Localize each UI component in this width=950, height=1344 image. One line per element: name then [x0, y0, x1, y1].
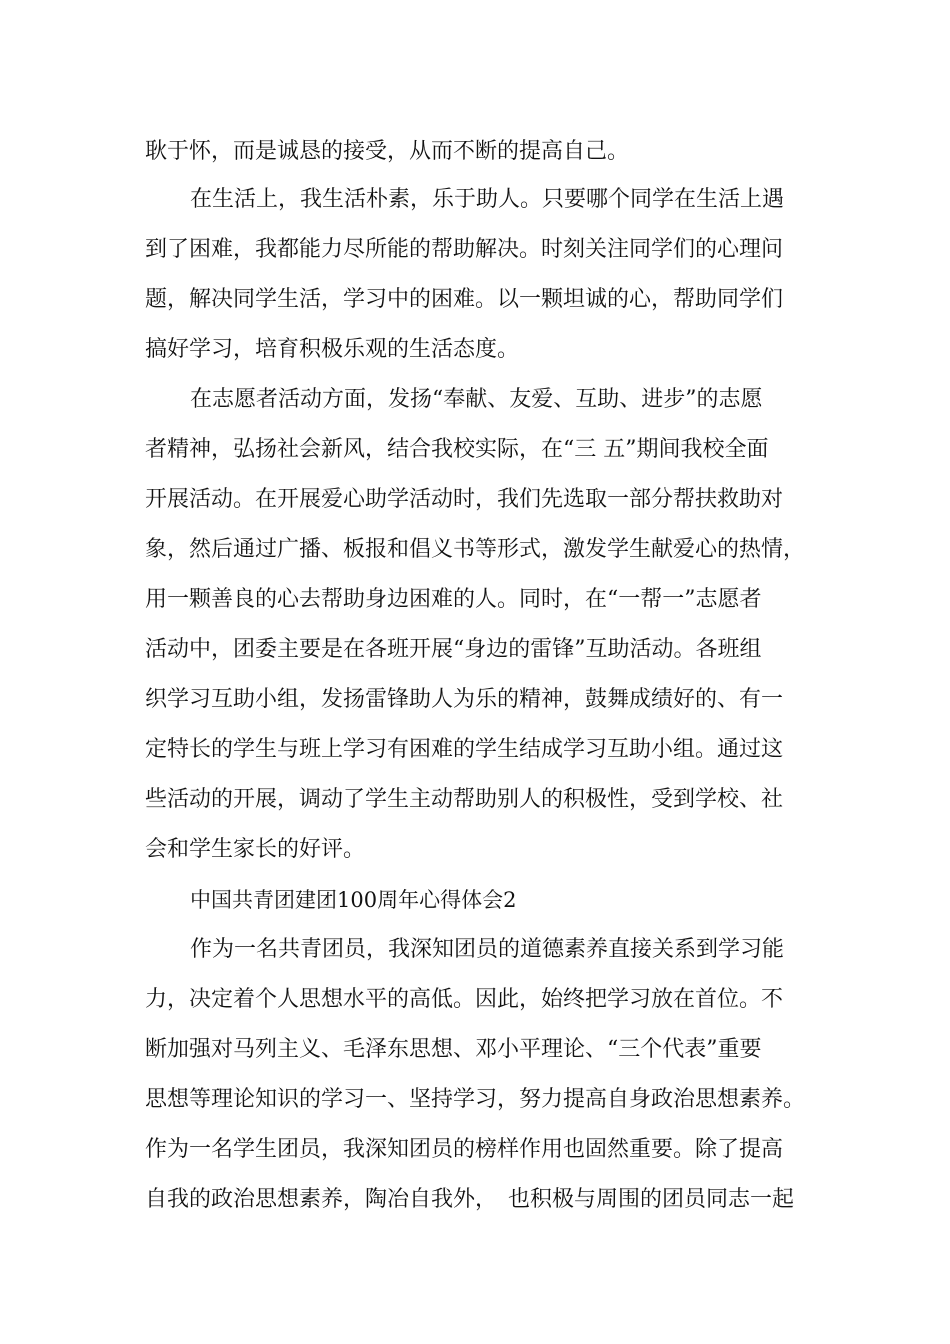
- paragraph-line: 会和学生家长的好评。: [145, 837, 366, 862]
- paragraph-line: 搞好学习，培育积极乐观的生活态度。: [145, 337, 520, 362]
- paragraph-line: 象，然后通过广播、板报和倡义书等形式，激发学生献爱心的热情，: [145, 537, 806, 562]
- paragraph-line: 活动中，团委主要是在各班开展“身边的雷锋”互助活动。各班组: [145, 637, 762, 662]
- paragraph-line: 题，解决同学生活，学习中的困难。以一颗坦诚的心，帮助同学们: [145, 287, 784, 312]
- section-heading: 中国共青团建团100周年心得体会2: [190, 888, 517, 912]
- paragraph-line: 者精神，弘扬社会新风，结合我校实际，在“三 五”期间我校全面: [145, 437, 769, 462]
- paragraph-line: 作为一名学生团员，我深知团员的榜样作用也固然重要。除了提高: [145, 1137, 784, 1162]
- paragraph-line: 开展活动。在开展爱心助学活动时，我们先选取一部分帮扶救助对: [145, 487, 784, 512]
- paragraph-line: 自我的政治思想素养，陶冶自我外， 也积极与周围的团员同志一起: [145, 1187, 795, 1212]
- paragraph-line: 到了困难，我都能力尽所能的帮助解决。时刻关注同学们的心理问: [145, 237, 784, 262]
- paragraph-line: 断加强对马列主义、毛泽东思想、邓小平理论、“三个代表”重要: [145, 1037, 762, 1062]
- paragraph-line: 思想等理论知识的学习一、坚持学习，努力提高自身政治思想素养。: [145, 1087, 806, 1112]
- paragraph-line: 在志愿者活动方面，发扬“奉献、友爱、互助、进步”的志愿: [190, 387, 763, 412]
- paragraph-line: 些活动的开展，调动了学生主动帮助别人的积极性，受到学校、社: [145, 787, 784, 812]
- paragraph-line: 作为一名共青团员，我深知团员的道德素养直接关系到学习能: [190, 937, 785, 962]
- paragraph-line: 在生活上，我生活朴素，乐于助人。只要哪个同学在生活上遇: [190, 187, 785, 212]
- paragraph-line: 用一颗善良的心去帮助身边困难的人。同时，在“一帮一”志愿者: [145, 587, 762, 612]
- paragraph-line: 耿于怀，而是诚恳的接受，从而不断的提高自己。: [145, 139, 630, 164]
- paragraph-line: 织学习互助小组，发扬雷锋助人为乐的精神，鼓舞成绩好的、有一: [145, 687, 784, 712]
- paragraph-line: 力，决定着个人思想水平的高低。因此，始终把学习放在首位。不: [145, 987, 784, 1012]
- paragraph-line: 定特长的学生与班上学习有困难的学生结成学习互助小组。通过这: [145, 737, 784, 762]
